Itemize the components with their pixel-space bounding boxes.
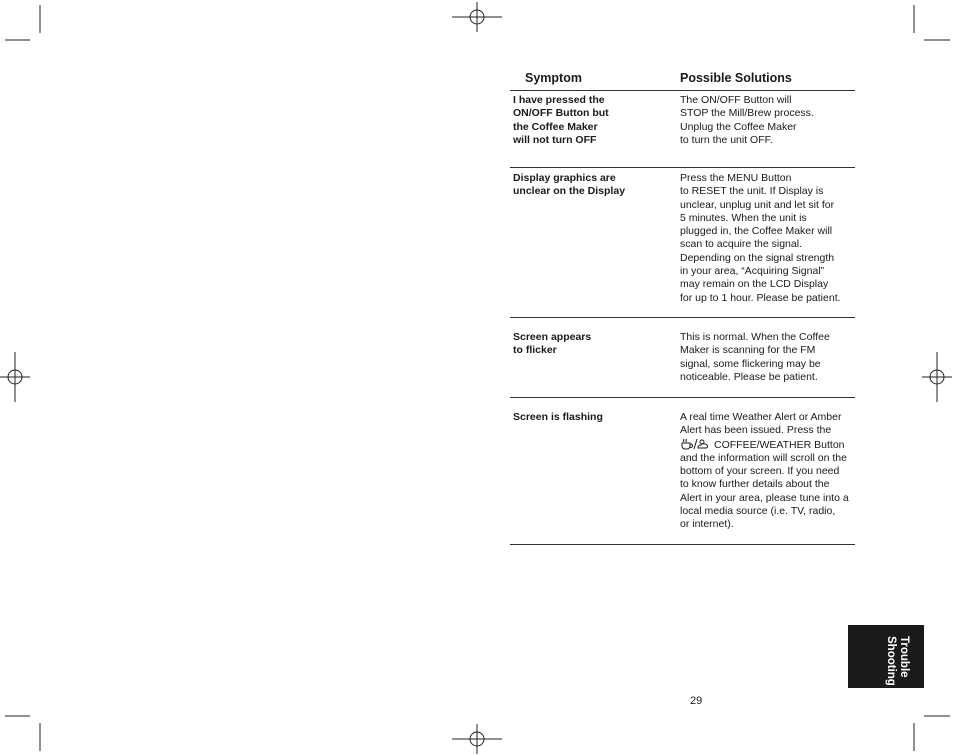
symptom-line: to flicker — [513, 344, 557, 357]
solution-line: Unplug the Coffee Maker — [680, 120, 797, 133]
solution-line: Press the MENU Button — [680, 172, 792, 184]
solution-line: Alert has been issued. Press the — [680, 424, 832, 437]
symptom-line: unclear on the Display — [513, 185, 626, 198]
solution-line: STOP the Mill/Brew process. — [680, 107, 814, 120]
solution-line: The ON/OFF Button will — [680, 94, 792, 106]
symptom-line: Screen is flashing — [513, 411, 603, 423]
symptom-cell — [513, 411, 663, 424]
solution-line: bottom of your screen. If you need — [680, 465, 840, 478]
solution-icon-line — [680, 438, 858, 452]
symptom-line: Screen appears — [513, 331, 592, 343]
symptom-cell — [513, 172, 663, 199]
section-tab-line: Shooting — [885, 636, 897, 686]
solution-cell — [680, 94, 858, 147]
row-rule — [510, 544, 855, 545]
solution-cell — [680, 172, 858, 305]
solution-line: to know further details about the — [680, 478, 830, 491]
section-tab-label — [852, 636, 910, 686]
section-tab-line: Trouble — [898, 636, 910, 678]
row-rule — [510, 317, 855, 318]
page-number: 29 — [690, 695, 703, 707]
symptom-line: will not turn OFF — [513, 133, 597, 146]
symptom-column-header: Symptom — [525, 71, 582, 85]
solution-line: Depending on the signal strength — [680, 251, 835, 264]
coffee-weather-icon — [680, 438, 710, 450]
solution-line: Maker is scanning for the FM — [680, 344, 816, 357]
solution-line: local media source (i.e. TV, radio, — [680, 505, 836, 518]
solution-line: may remain on the LCD Display — [680, 278, 829, 291]
solution-line: A real time Weather Alert or Amber — [680, 411, 842, 423]
header-rule — [510, 90, 855, 91]
symptom-cell — [513, 331, 663, 358]
solution-line: 5 minutes. When the unit is — [680, 211, 807, 224]
solution-cell — [680, 411, 858, 532]
solution-line: plugged in, the Coffee Maker will — [680, 225, 833, 238]
solution-line: to turn the unit OFF. — [680, 133, 773, 146]
solution-line: signal, some flickering may be — [680, 357, 821, 370]
solution-line: This is normal. When the Coffee — [680, 331, 830, 343]
solution-cell — [680, 331, 858, 384]
symptom-line: I have pressed the — [513, 94, 605, 106]
solution-icon-line-text: COFFEE/WEATHER Button — [714, 438, 845, 451]
solution-line: for up to 1 hour. Please be patient. — [680, 291, 841, 304]
row-rule — [510, 397, 855, 398]
symptom-line: ON/OFF Button but — [513, 107, 609, 120]
symptom-line: the Coffee Maker — [513, 120, 598, 133]
solution-line: unclear, unplug unit and let sit for — [680, 198, 835, 211]
solution-line: scan to acquire the signal. — [680, 238, 802, 251]
solution-line: in your area, “Acquiring Signal” — [680, 265, 825, 278]
solution-line: to RESET the unit. If Display is — [680, 185, 824, 198]
solution-line: and the information will scroll on the — [680, 451, 847, 464]
symptom-cell — [513, 94, 663, 147]
symptom-line: Display graphics are — [513, 172, 616, 184]
solution-line: or internet). — [680, 518, 734, 531]
solutions-column-header: Possible Solutions — [680, 71, 792, 85]
solution-line: noticeable. Please be patient. — [680, 370, 818, 383]
solution-line: Alert in your area, please tune into a — [680, 491, 849, 504]
row-rule — [510, 167, 855, 168]
